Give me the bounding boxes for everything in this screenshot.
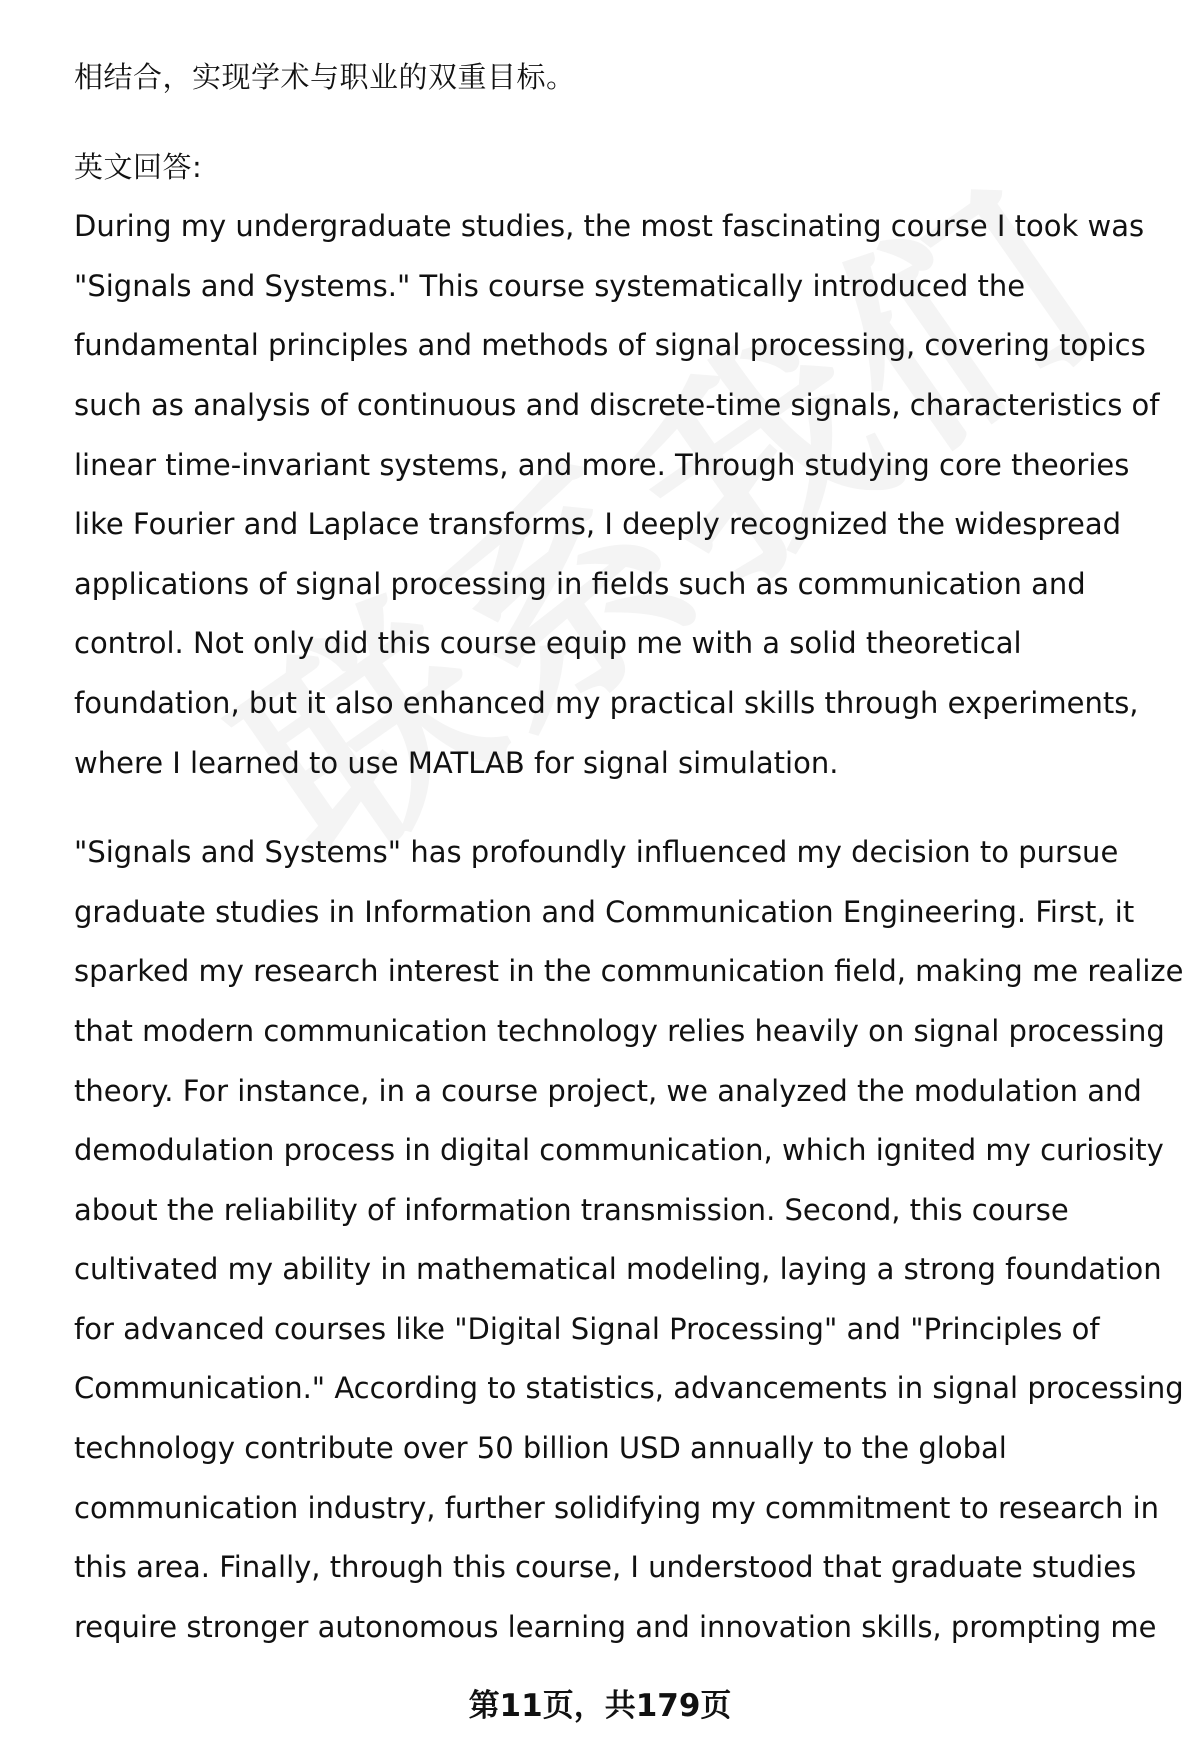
- paragraph-line: linear time-invariant systems, and more. Through studying core theories: [74, 447, 1130, 482]
- paragraph-line: foundation, but it also enhanced my practical skills through experiments,: [74, 685, 1139, 720]
- paragraph-line: this area. Finally, through this course, I understood that graduate studies: [74, 1550, 1137, 1585]
- paragraph-line: Communication." According to statistics, advancements in signal processing: [74, 1371, 1184, 1406]
- paragraph-line: "Signals and Systems." This course systematically introduced the: [74, 268, 1026, 303]
- paragraph-line: communication industry, further solidifying my commitment to research in: [74, 1490, 1160, 1525]
- document-body: [74, 48, 1184, 1657]
- paragraph-line: technology contribute over 50 billion USD annually to the global: [74, 1431, 1007, 1466]
- paragraph-line: control. Not only did this course equip me with a solid theoretical: [74, 626, 1022, 661]
- paragraph-line: about the reliability of information transmission. Second, this course: [74, 1192, 1069, 1227]
- paragraph-line: "Signals and Systems" has profoundly influenced my decision to pursue: [74, 835, 1119, 870]
- paragraph-line: sparked my research interest in the communication field, making me realize: [74, 954, 1184, 989]
- paragraph-line: cultivated my ability in mathematical modeling, laying a strong foundation: [74, 1252, 1162, 1287]
- paragraph-line: fundamental principles and methods of signal processing, covering topics: [74, 328, 1146, 363]
- english-heading: 英文回答:: [74, 149, 203, 184]
- intro-line: 相结合，实现学术与职业的双重目标。: [74, 60, 576, 94]
- paragraph-line: such as analysis of continuous and discrete-time signals, characteristics of: [74, 387, 1160, 422]
- paragraph-line: where I learned to use MATLAB for signal simulation.: [74, 745, 839, 780]
- paragraph-line: During my undergraduate studies, the most fascinating course I took was: [74, 209, 1145, 244]
- paragraph-line: applications of signal processing in fields such as communication and: [74, 566, 1086, 601]
- paragraph-line: like Fourier and Laplace transforms, I deeply recognized the widespread: [74, 507, 1122, 542]
- paragraph-line: that modern communication technology relies heavily on signal processing: [74, 1013, 1165, 1048]
- paragraph-2: [74, 823, 1184, 1657]
- paragraph-line: for advanced courses like "Digital Signal Processing" and "Principles of: [74, 1311, 1100, 1346]
- paragraph-1: [74, 197, 1164, 793]
- paragraph-line: theory. For instance, in a course project, we analyzed the modulation and: [74, 1073, 1142, 1108]
- paragraph-line: graduate studies in Information and Communication Engineering. First, it: [74, 894, 1135, 929]
- page-number: 第11页，共179页: [468, 1688, 732, 1724]
- paragraph-line: require stronger autonomous learning and innovation skills, prompting me: [74, 1609, 1157, 1644]
- paragraph-line: demodulation process in digital communication, which ignited my curiosity: [74, 1133, 1164, 1168]
